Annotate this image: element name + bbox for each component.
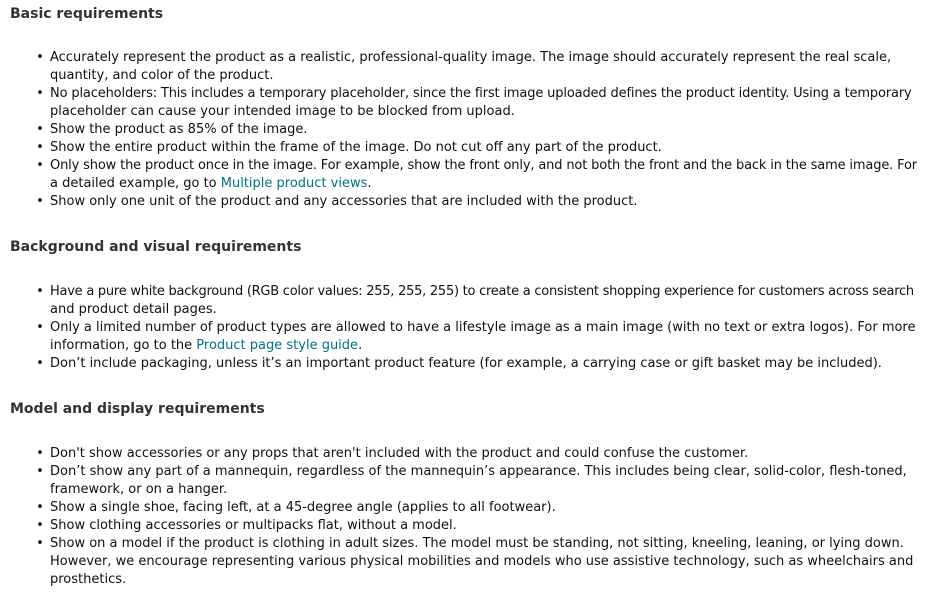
requirements-list: [0, 49, 925, 211]
bullet-icon: •: [36, 86, 44, 101]
item-text: Have a pure white background (RGB color values: 255, 255, 255) to create a consistent shopping experience for customers across search: [50, 284, 914, 299]
requirements-list: [0, 283, 925, 373]
item-text: Show the entire product within the frame of the image. Do not cut off any part of the product.: [50, 140, 662, 155]
list-item: [0, 517, 925, 535]
bullet-icon: •: [36, 446, 44, 461]
requirements-list: [0, 445, 925, 589]
item-text-prefix: a detailed example, go to: [50, 176, 221, 191]
item-text: framework, or on a hanger.: [50, 482, 228, 497]
bullet-icon: •: [36, 356, 44, 371]
multiple-product-views-link[interactable]: Multiple product views: [220, 176, 368, 191]
item-text: Show clothing accessories or multipacks flat, without a model.: [50, 518, 457, 533]
bullet-icon: •: [36, 536, 44, 551]
bullet-icon: •: [36, 464, 44, 479]
list-item: [0, 535, 925, 589]
list-item: [0, 463, 925, 499]
item-text: Show only one unit of the product and any accessories that are included with the product.: [50, 194, 638, 209]
bullet-icon: •: [36, 284, 44, 299]
list-item: [0, 121, 925, 139]
section-heading: Model and display requirements: [10, 401, 265, 417]
item-text: Don’t include packaging, unless it’s an important product feature (for example, a carrying case or gift basket may be included).: [50, 356, 882, 371]
item-text: [50, 337, 915, 355]
item-text: Show a single shoe, facing left, at a 45-degree angle (applies to all footwear).: [50, 500, 556, 515]
item-text: Show the product as 85% of the image.: [50, 122, 308, 137]
item-text-suffix: .: [367, 176, 372, 191]
item-text: placeholder can cause your intended image to be blocked from upload.: [50, 104, 515, 119]
list-item: [0, 355, 925, 373]
bullet-icon: •: [36, 320, 44, 335]
item-text: Don’t show any part of a mannequin, regardless of the mannequin’s appearance. This includes being clear, solid-color, flesh-toned,: [50, 464, 907, 479]
section-heading: Background and visual requirements: [10, 239, 302, 255]
bullet-icon: •: [36, 500, 44, 515]
item-text: [50, 175, 915, 193]
item-text-suffix: .: [358, 338, 363, 353]
product-page-style-guide-link[interactable]: Product page style guide: [196, 338, 359, 353]
item-text: Show on a model if the product is clothing in adult sizes. The model must be standing, not sitting, kneeling, leaning, or lying down.: [50, 536, 904, 551]
list-item: [0, 283, 925, 319]
list-item: [0, 157, 925, 193]
section-heading: Basic requirements: [10, 6, 164, 22]
list-item: [0, 85, 925, 121]
item-text: However, we encourage representing various physical mobilities and models who use assistive technology, such as wheelchairs and: [50, 554, 914, 569]
item-text: Only a limited number of product types are allowed to have a lifestyle image as a main image (with no text or extra logos). For more: [50, 320, 916, 335]
list-item: [0, 49, 925, 85]
list-item: [0, 139, 925, 157]
list-item: [0, 499, 925, 517]
bullet-icon: •: [36, 158, 44, 173]
bullet-icon: •: [36, 194, 44, 209]
item-text: prosthetics.: [50, 572, 127, 587]
item-text: Don't show accessories or any props that aren't included with the product and could confuse the customer.: [50, 446, 749, 461]
item-text: Only show the product once in the image. For example, show the front only, and not both the front and the back in the same image. For: [50, 158, 917, 173]
item-text: and product detail pages.: [50, 302, 217, 317]
item-text: quantity, and color of the product.: [50, 68, 274, 83]
list-item: [0, 319, 925, 355]
list-item: [0, 193, 925, 211]
item-text: No placeholders: This includes a temporary placeholder, since the first image uploaded defines the product identity. Using a temporary: [50, 86, 912, 101]
bullet-icon: •: [36, 122, 44, 137]
bullet-icon: •: [36, 50, 44, 65]
bullet-icon: •: [36, 518, 44, 533]
list-item: [0, 445, 925, 463]
bullet-icon: •: [36, 140, 44, 155]
item-text-prefix: information, go to the: [50, 338, 197, 353]
item-text: Accurately represent the product as a realistic, professional-quality image. The image should accurately represent the real scale,: [50, 50, 892, 65]
